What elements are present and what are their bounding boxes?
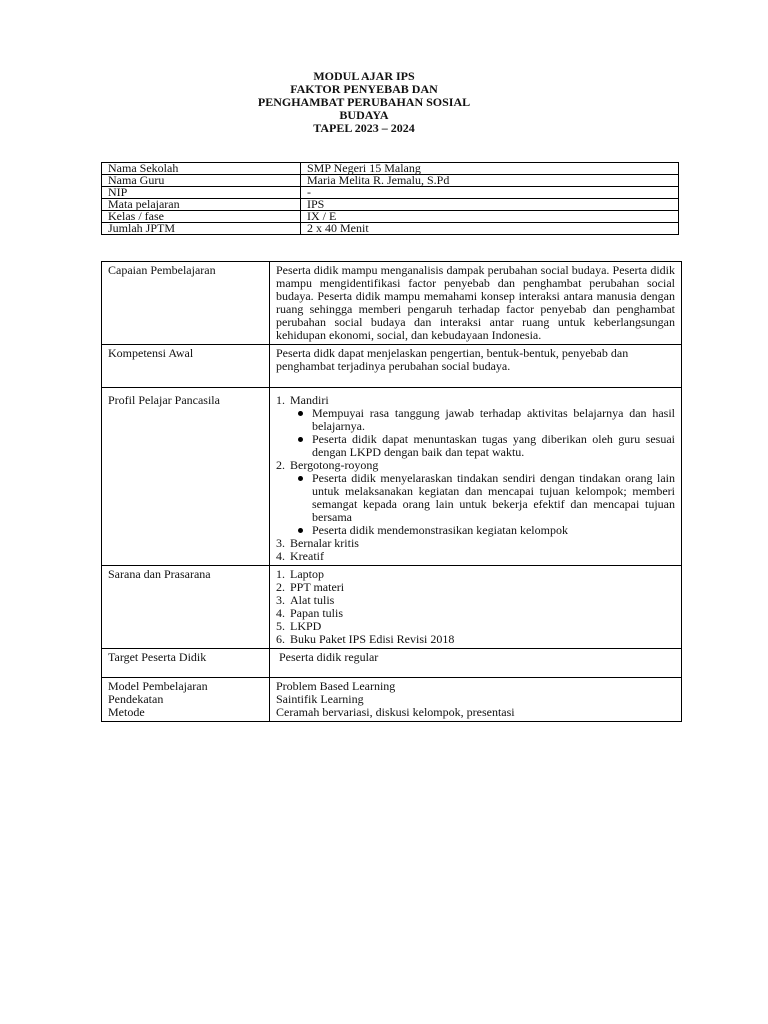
profil-content <box>270 388 682 566</box>
bullet-list <box>276 407 675 459</box>
row-key: NIP <box>102 187 301 199</box>
list-item <box>276 550 675 563</box>
item-title: Mandiri <box>290 393 329 407</box>
model-row <box>102 678 682 722</box>
list-item <box>276 537 675 550</box>
profil-label: Profil Pelajar Pancasila <box>102 388 270 566</box>
item-text: Papan tulis <box>290 606 343 620</box>
item-number: 3. <box>276 593 285 607</box>
item-title: Bernalar kritis <box>290 536 359 550</box>
model-label: Model Pembelajaran <box>108 679 208 693</box>
item-text: Laptop <box>290 567 324 581</box>
item-number: 2. <box>276 458 285 472</box>
list-item <box>276 607 675 620</box>
sarana-row <box>102 566 682 649</box>
row-key: Jumlah JPTM <box>102 223 301 235</box>
module-table <box>101 261 682 722</box>
item-number: 1. <box>276 393 285 407</box>
model-labels <box>102 678 270 722</box>
bullet-item: Peserta didik dapat menuntaskan tugas yang diberikan oleh guru sesuai dengan LKPD dengan baik dan tepat waktu. <box>294 433 675 459</box>
target-label: Target Peserta Didik <box>102 649 270 678</box>
list-item <box>276 633 675 646</box>
title-line: FAKTOR PENYEBAB DAN <box>290 82 438 96</box>
bullet-item: Peserta didik menyelaraskan tindakan sendiri dengan tindakan orang lain untuk melaksanakan kegiatan dan mencapai tujuan kelompok; memberi semangat kepada orang lain untuk bekerja efektif dan mencapai tujuan bersama <box>294 472 675 524</box>
row-value: IPS <box>301 199 679 211</box>
target-text: Peserta didik regular <box>270 649 682 678</box>
item-title: Kreatif <box>290 549 324 563</box>
row-value: 2 x 40 Menit <box>301 223 679 235</box>
model-value: Problem Based Learning <box>276 679 396 693</box>
row-key: Mata pelajaran <box>102 199 301 211</box>
pendekatan-label: Pendekatan <box>108 692 164 706</box>
title-line: MODUL AJAR IPS <box>313 69 415 83</box>
item-number: 1. <box>276 567 285 581</box>
item-text: Alat tulis <box>290 593 335 607</box>
item-number: 2. <box>276 580 285 594</box>
title-line: BUDAYA <box>339 108 389 122</box>
item-text: Buku Paket IPS Edisi Revisi 2018 <box>290 632 455 646</box>
item-text: PPT materi <box>290 580 345 594</box>
sarana-content <box>270 566 682 649</box>
kompetensi-text: Peserta didk dapat menjelaskan pengertian, bentuk-bentuk, penyebab dan penghambat terjadinya perubahan social budaya. <box>270 345 682 388</box>
capaian-label: Capaian Pembelajaran <box>102 262 270 345</box>
target-row <box>102 649 682 678</box>
bullet-list <box>276 472 675 537</box>
metode-label: Metode <box>108 705 145 719</box>
model-values <box>270 678 682 722</box>
item-number: 5. <box>276 619 285 633</box>
item-title: Bergotong-royong <box>290 458 379 472</box>
capaian-row <box>102 262 682 345</box>
capaian-text: Peserta didik mampu menganalisis dampak perubahan social budaya. Peserta didik mampu mengidentifikasi factor penyebab dan penghambat perubahan social budaya. Peserta didik mampu memahami konsep interaksi antara manusia dengan ruang sehingga memberi pengaruh terhadap factor penyebab dan penghambat perubahan social budaya dan interaksi antar ruang untuk keberlangsungan kehidupan ekonomi, social, dan kebudayaan Indonesia. <box>270 262 682 345</box>
kompetensi-row <box>102 345 682 388</box>
item-number: 4. <box>276 606 285 620</box>
kompetensi-label: Kompetensi Awal <box>102 345 270 388</box>
row-key: Nama Guru <box>102 175 301 187</box>
item-number: 6. <box>276 632 285 646</box>
row-value: SMP Negeri 15 Malang <box>301 163 679 175</box>
row-key: Nama Sekolah <box>102 163 301 175</box>
identity-table <box>101 162 679 235</box>
row-value: - <box>301 187 679 199</box>
row-value: Maria Melita R. Jemalu, S.Pd <box>301 175 679 187</box>
list-item <box>276 581 675 594</box>
row-key: Kelas / fase <box>102 211 301 223</box>
table-row <box>102 211 679 223</box>
item-number: 4. <box>276 549 285 563</box>
table-row <box>102 187 679 199</box>
document-title <box>0 70 728 135</box>
table-row <box>102 175 679 187</box>
row-value: IX / E <box>301 211 679 223</box>
sarana-label: Sarana dan Prasarana <box>102 566 270 649</box>
bullet-item: Mempuyai rasa tanggung jawab terhadap aktivitas belajarnya dan hasil belajarnya. <box>294 407 675 433</box>
bullet-item: Peserta didik mendemonstrasikan kegiatan kelompok <box>294 524 675 537</box>
title-line: TAPEL 2023 – 2024 <box>313 121 415 135</box>
item-number: 3. <box>276 536 285 550</box>
metode-value: Ceramah bervariasi, diskusi kelompok, presentasi <box>276 705 515 719</box>
table-row <box>102 223 679 235</box>
title-line: PENGHAMBAT PERUBAHAN SOSIAL <box>257 95 471 109</box>
item-text: LKPD <box>290 619 322 633</box>
pendekatan-value: Saintifik Learning <box>276 692 364 706</box>
profil-row <box>102 388 682 566</box>
table-row <box>102 199 679 211</box>
